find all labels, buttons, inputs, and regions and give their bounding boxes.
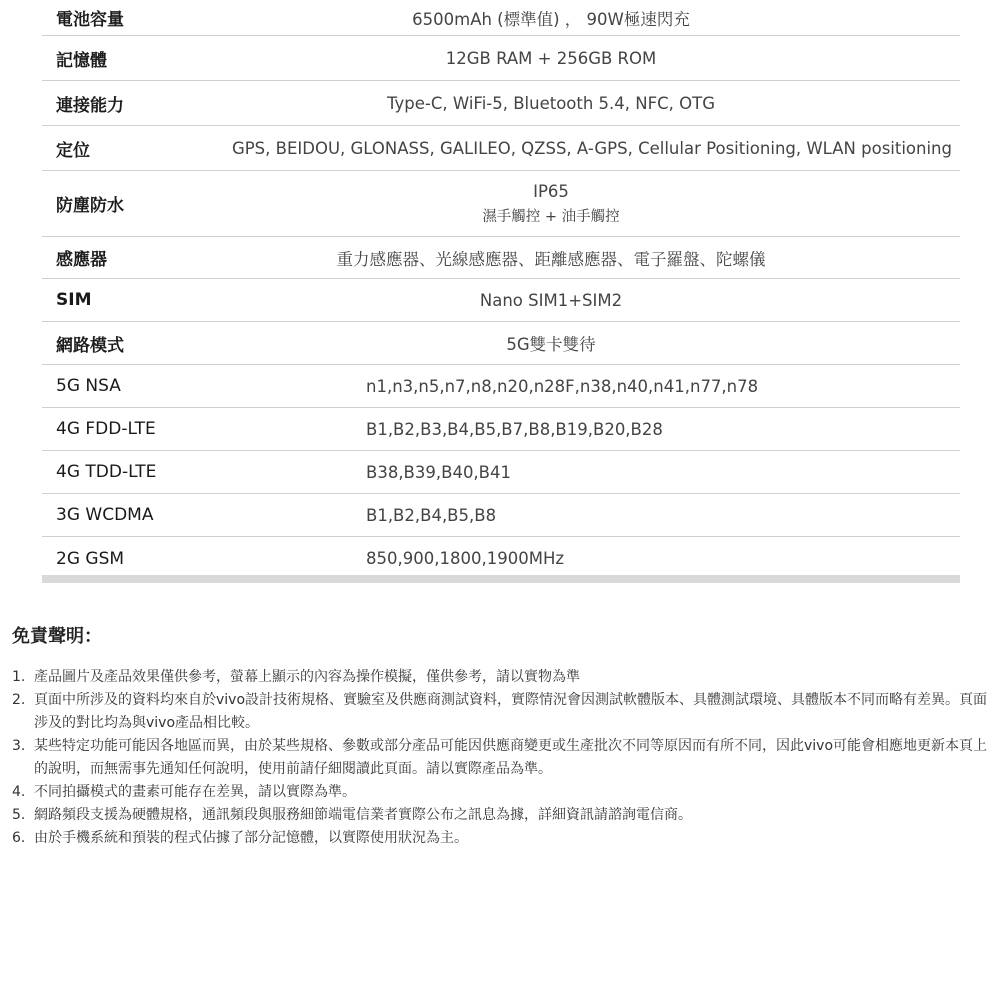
spec-value-text: Type-C, WiFi-5, Bluetooth 5.4, NFC, OTG [387,93,715,113]
disclaimer-item-number: 3. [12,738,26,754]
spec-value [366,494,960,536]
disclaimer-item-number: 4. [12,784,26,800]
spec-row-sensors [42,237,960,279]
spec-value [142,322,960,364]
spec-label: 5G NSA [56,376,121,396]
spec-value-text: 850,900,1800,1900MHz [366,549,565,568]
spec-value [142,171,960,236]
disclaimer-item [12,781,990,804]
spec-label: 4G FDD-LTE [56,419,156,439]
spec-row-4g-tdd [42,451,960,494]
disclaimer-title: 免責聲明： [12,626,102,647]
spec-value [366,365,960,407]
spec-value [142,0,960,35]
spec-row-sim [42,279,960,322]
disclaimer-item-number: 5. [12,807,26,823]
disclaimer-item-number: 2. [12,692,26,708]
spec-label: 防塵防水 [56,196,124,216]
disclaimer-list [12,666,990,850]
spec-row-dust-water [42,171,960,237]
disclaimer-item-text: 某些特定功能可能因各地區而異，由於某些規格、參數或部分產品可能因供應商變更或生產批次不同等原因而有所不同，因此vivo可能會相應地更新本頁上的說明，而無需事先通知任何說明，使用前請仔細閱讀此頁面。請以實際產品為準。 [34,738,988,777]
spec-label: 電池容量 [56,10,124,30]
spec-value-text: n1,n3,n5,n7,n8,n20,n28F,n38,n40,n41,n77,n78 [366,376,759,396]
disclaimer-item-number: 1. [12,669,26,685]
disclaimer-item [12,735,990,781]
spec-value [142,81,960,125]
spec-value-text: B1,B2,B3,B4,B5,B7,B8,B19,B20,B28 [366,419,663,439]
spec-value-text: B38,B39,B40,B41 [366,462,511,482]
disclaimer-section [12,622,990,850]
spec-value [366,408,960,450]
disclaimer-item [12,827,990,850]
disclaimer-item-number: 6. [12,830,26,846]
spec-value [366,451,960,493]
spec-value-text: 12GB RAM + 256GB ROM [445,48,657,68]
spec-table [42,0,960,580]
spec-row-battery [42,0,960,36]
table-bottom-bar [42,575,960,583]
spec-value-text: 5G雙卡雙待 [506,335,596,354]
disclaimer-item-text: 由於手機系統和預裝的程式佔據了部分記憶體，以實際使用狀況為主。 [34,830,468,846]
spec-label: 連接能力 [56,95,124,116]
spec-value-text: 重力感應器、光線感應器、距離感應器、電子羅盤、陀螺儀 [336,249,766,269]
spec-label: 4G TDD-LTE [56,462,157,482]
disclaimer-item [12,804,990,827]
disclaimer-item-text: 頁面中所涉及的資料均來自於vivo設計技術規格、實驗室及供應商測試資料，實際情況會因測試軟體版本、具體測試環境、具體版本不同而略有差異。頁面涉及的對比均為與vivo產品相比較。 [34,692,988,731]
spec-value-text: Nano SIM1+SIM2 [479,290,623,310]
spec-row-connectivity [42,81,960,126]
spec-row-4g-fdd [42,408,960,451]
spec-value [152,126,960,170]
spec-label: 記憶體 [56,50,107,71]
spec-value [142,36,960,80]
spec-label: 網路模式 [56,335,124,356]
spec-value-text: B1,B2,B4,B5,B8 [366,505,497,525]
spec-label: 感應器 [56,250,107,270]
disclaimer-item-text: 網路頻段支援為硬體規格，通訊頻段與服務細節端電信業者實際公布之訊息為據，詳細資訊請諮詢電信商。 [34,807,692,823]
disclaimer-item-text: 不同拍攝模式的畫素可能存在差異，請以實際為準。 [34,784,356,800]
spec-value [142,237,960,278]
disclaimer-item [12,689,990,735]
spec-label: 定位 [56,140,90,161]
spec-row-positioning [42,126,960,171]
spec-row-memory [42,36,960,81]
spec-row-2g-gsm [42,537,960,580]
spec-value-text: 6500mAh (標準值) ， 90W極速閃充 [412,9,690,29]
spec-label: SIM [56,290,92,310]
spec-value [142,279,960,321]
spec-value-text: GPS, BEIDOU, GLONASS, GALILEO, QZSS, A-GPS, Cellular Positioning, WLAN positioning [231,138,952,158]
spec-row-5g-nsa [42,365,960,408]
spec-row-3g-wcdma [42,494,960,537]
spec-value-text: IP65 [533,181,569,201]
disclaimer-item-text: 產品圖片及產品效果僅供參考，螢幕上顯示的內容為操作模擬，僅供參考，請以實物為準 [34,669,580,685]
spec-value-subtext: 濕手觸控 + 油手觸控 [482,208,620,225]
spec-label: 2G GSM [56,548,125,569]
spec-row-network-mode [42,322,960,365]
spec-label: 3G WCDMA [56,505,154,525]
spec-value [366,537,960,580]
disclaimer-item [12,666,990,689]
